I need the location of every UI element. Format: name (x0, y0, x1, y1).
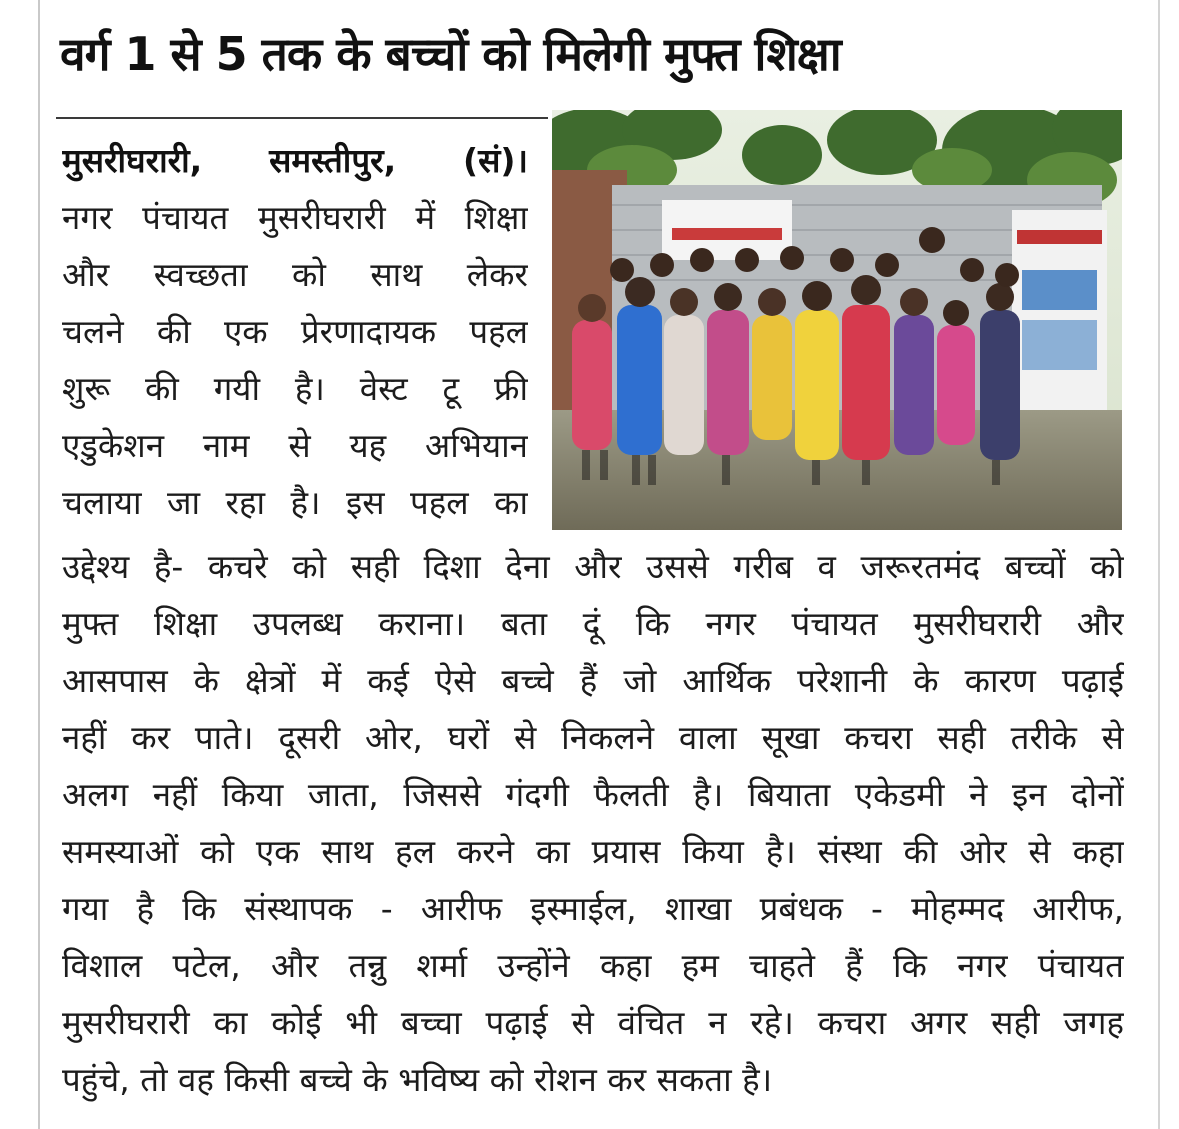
group-photo (552, 110, 1122, 530)
body-line-last: पहुंचे, तो वह किसी बच्चे के भविष्य को रोशन कर सकता है। (62, 1060, 773, 1099)
body-column (62, 538, 1124, 1108)
body-line: और स्वच्छता को साथ लेकर (62, 255, 528, 294)
body-line: मुसरीघरारी का कोई भी बच्चा पढ़ाई से वंचित न रहे। कचरा अगर सही जगह (62, 1003, 1124, 1042)
body-line: नहीं कर पाते। दूसरी ओर, घरों से निकलने वाला सूखा कचरा सही तरीके से (62, 718, 1124, 757)
body-line: चलने की एक प्रेरणादायक पहल (62, 312, 528, 351)
body-line: एडुकेशन नाम से यह अभियान (62, 426, 528, 465)
body-line: गया है कि संस्थापक - आरीफ इस्माईल, शाखा प्रबंधक - मोहम्मद आरीफ, (62, 889, 1124, 928)
column-divider-left (38, 0, 40, 1129)
body-line: विशाल पटेल, और तन्नु शर्मा उन्होंने कहा हम चाहते हैं कि नगर पंचायत (62, 946, 1124, 985)
body-line: समस्याओं को एक साथ हल करने का प्रयास किया है। संस्था की ओर से कहा (62, 832, 1124, 871)
body-line: अलग नहीं किया जाता, जिससे गंदगी फैलती है। बियाता एकेडमी ने इन दोनों (62, 775, 1124, 814)
body-line: शुरू की गयी है। वेस्ट टू फ्री (62, 369, 528, 408)
headline: वर्ग 1 से 5 तक के बच्चों को मिलेगी मुफ्त शिक्षा (60, 27, 841, 81)
body-line: चलाया जा रहा है। इस पहल का (62, 483, 528, 522)
dateline: मुसरीघरारी, समस्तीपुर, (सं)। (62, 141, 528, 180)
body-line: मुफ्त शिक्षा उपलब्ध कराना। बता दूं कि नगर पंचायत मुसरीघरारी और (62, 604, 1124, 643)
body-line: उद्देश्य है- कचरे को सही दिशा देना और उससे गरीब व जरूरतमंद बच्चों को (62, 547, 1124, 586)
intro-column (62, 132, 528, 531)
column-divider-right (1158, 0, 1160, 1129)
body-line: आसपास के क्षेत्रों में कई ऐसे बच्चे हैं जो आर्थिक परेशानी के कारण पढ़ाई (62, 661, 1124, 700)
body-line: नगर पंचायत मुसरीघरारी में शिक्षा (62, 198, 528, 237)
headline-rule (56, 117, 548, 119)
